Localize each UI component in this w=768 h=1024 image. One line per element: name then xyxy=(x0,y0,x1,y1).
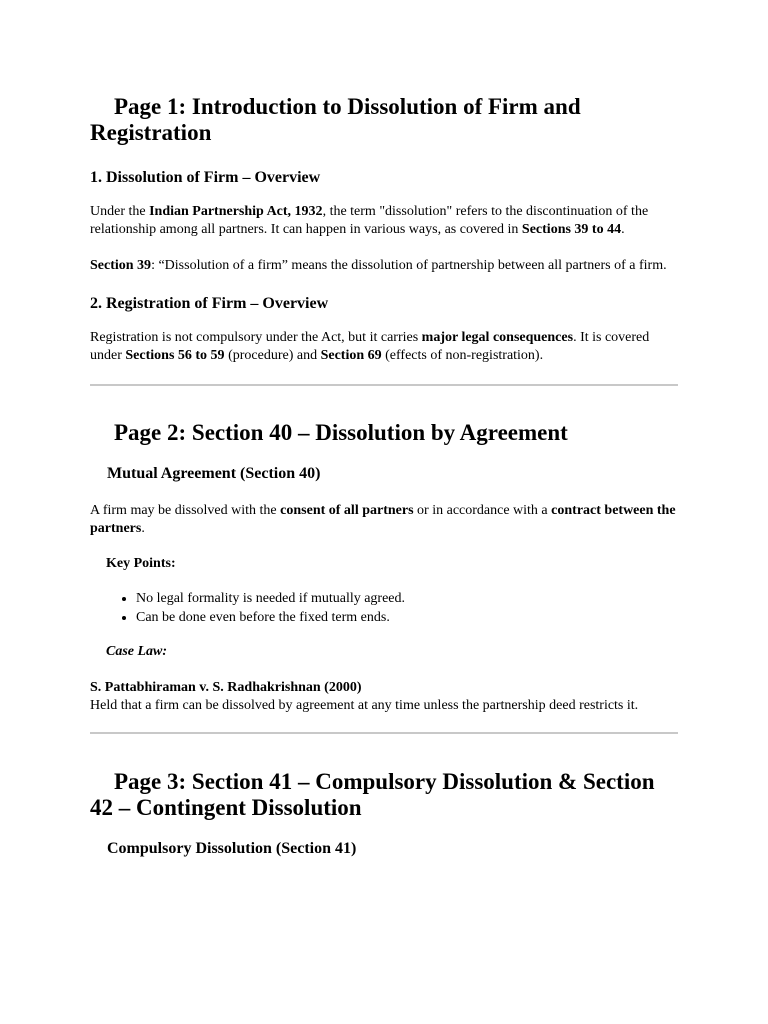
page2-paragraph-1: A firm may be dissolved with the consent of all partners or in accordance with a contract between the partners. xyxy=(90,503,676,536)
page1-paragraph-1: Under the Indian Partnership Act, 1932, the term "dissolution" refers to the discontinuation of the relationship among all partners. It can happen in various ways, as covered in Sections 39 to 44. xyxy=(90,204,649,237)
page2-title: Page 2: Section 40 – Dissolution by Agreement xyxy=(114,420,568,445)
page-divider-1 xyxy=(90,384,678,386)
key-points-label: Key Points: xyxy=(106,556,176,571)
key-points-list xyxy=(90,589,680,627)
page3-title: Page 3: Section 41 – Compulsory Dissolution & Section 42 – Contingent Dissolution xyxy=(90,769,655,820)
case-name: S. Pattabhiraman v. S. Radhakrishnan (2000) xyxy=(90,680,362,695)
case-description: Held that a firm can be dissolved by agreement at any time unless the partnership deed restricts it. xyxy=(90,698,639,713)
page2-subheading: Mutual Agreement (Section 40) xyxy=(107,465,321,482)
case-law-label: Case Law: xyxy=(106,644,168,659)
page3-subheading: Compulsory Dissolution (Section 41) xyxy=(107,840,357,857)
page1-section2-heading: 2. Registration of Firm – Overview xyxy=(90,295,329,312)
document-page xyxy=(90,0,680,859)
page1-paragraph-2: Section 39: “Dissolution of a firm” means the dissolution of partnership between all partners of a firm. xyxy=(90,258,667,273)
page1-paragraph-3: Registration is not compulsory under the Act, but it carries major legal consequences. It is covered under Sections 56 to 59 (procedure) and Section 69 (effects of non-registration). xyxy=(90,330,650,363)
list-item: • Can be done even before the fixed term ends. xyxy=(136,608,680,627)
page1-title: Page 1: Introduction to Dissolution of Firm and Registration xyxy=(90,94,581,145)
page1-section1-heading: 1. Dissolution of Firm – Overview xyxy=(90,169,321,186)
list-item: • No legal formality is needed if mutually agreed. xyxy=(136,589,680,608)
page-divider-2 xyxy=(90,732,678,734)
